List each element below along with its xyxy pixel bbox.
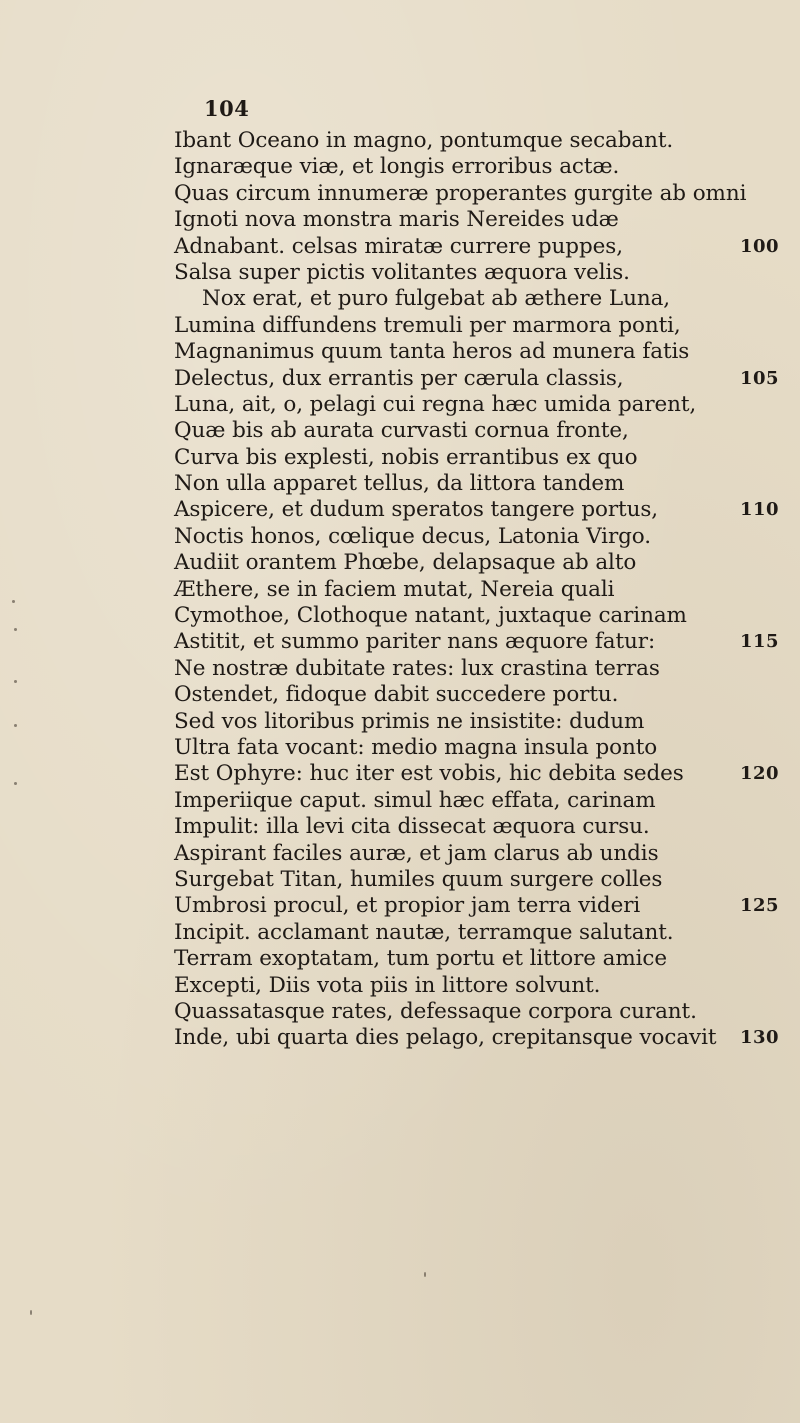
verse-line bbox=[174, 392, 754, 418]
paper-speck bbox=[424, 1272, 426, 1277]
verse-text: Curva bis explesti, nobis errantibus ex quo bbox=[174, 444, 638, 470]
verse-line bbox=[174, 999, 754, 1025]
verse-lines bbox=[174, 128, 780, 1052]
verse-line bbox=[174, 709, 754, 735]
verse-text: Ultra fata vocant: medio magna insula ponto bbox=[174, 734, 658, 760]
verse-line bbox=[174, 814, 754, 840]
verse-line bbox=[174, 313, 754, 339]
verse-text: Delectus, dux errantis per cærula classis, bbox=[174, 365, 624, 391]
line-number: 120 bbox=[740, 763, 780, 785]
verse-text: Luna, ait, o, pelagi cui regna hæc umida parent, bbox=[174, 391, 697, 417]
verse-text: Surgebat Titan, humiles quum surgere colles bbox=[174, 866, 663, 892]
verse-text: Cymothoe, Clothoque natant, juxtaque carinam bbox=[174, 603, 687, 629]
verse-text: Astitit, et summo pariter nans æquore fatur: bbox=[174, 629, 656, 655]
verse-text: Ibant Oceano in magno, pontumque secabant. bbox=[174, 128, 674, 153]
verse-text: Nox erat, et puro fulgebat ab æthere Luna, bbox=[202, 286, 671, 312]
verse-text: Sed vos litoribus primis ne insistite: dudum bbox=[174, 708, 645, 734]
line-number: 110 bbox=[740, 499, 780, 521]
line-number: 100 bbox=[740, 235, 780, 257]
verse-line bbox=[174, 946, 754, 972]
verse-text: Imperiique caput. simul hæc effata, carinam bbox=[174, 787, 656, 813]
verse-text: Aspicere, et dudum speratos tangere portus, bbox=[174, 497, 659, 523]
verse-text: Terram exoptatam, tum portu et littore amice bbox=[174, 946, 667, 972]
verse-line bbox=[174, 497, 780, 523]
verse-line bbox=[174, 207, 754, 233]
verse-line bbox=[174, 973, 754, 999]
verse-line bbox=[174, 365, 780, 392]
verse-text: Quæ bis ab aurata curvasti cornua fronte, bbox=[174, 418, 629, 444]
paper-speck bbox=[30, 1310, 32, 1315]
verse-line bbox=[174, 260, 754, 286]
line-number: 130 bbox=[740, 1027, 780, 1049]
verse-text: Noctis honos, cœlique decus, Latonia Virgo. bbox=[174, 523, 651, 549]
verse-text: Umbrosi procul, et propior jam terra videri bbox=[174, 893, 641, 919]
verse-text: Audiit orantem Phœbe, delapsaque ab alto bbox=[174, 550, 637, 576]
verse-text: Ostendet, fidoque dabit succedere portu. bbox=[174, 682, 619, 708]
verse-line bbox=[174, 893, 780, 919]
verse-text: Ignaræque viæ, et longis erroribus actæ. bbox=[174, 154, 620, 180]
verse-text: Ne nostræ dubitate rates: lux crastina terras bbox=[174, 655, 660, 681]
verse-line bbox=[174, 577, 754, 603]
verse-line bbox=[174, 181, 754, 207]
verse-text: Excepti, Diis vota piis in littore solvunt. bbox=[174, 972, 601, 998]
verse-line bbox=[174, 920, 754, 946]
verse-text: Impulit: illa levi cita dissecat æquora cursu. bbox=[174, 814, 650, 840]
verse-line bbox=[174, 761, 780, 787]
verse-text: Aspirant faciles auræ, et jam clarus ab undis bbox=[174, 840, 659, 866]
verse-line bbox=[174, 418, 754, 444]
verse-line bbox=[174, 154, 754, 180]
line-number: 115 bbox=[740, 631, 780, 653]
verse-line bbox=[174, 524, 754, 550]
verse-line bbox=[174, 735, 754, 761]
verse-text: Salsa super pictis volitantes æquora velis. bbox=[174, 259, 630, 285]
paper-speck bbox=[14, 724, 17, 727]
verse-line bbox=[174, 788, 754, 814]
verse-line bbox=[174, 550, 754, 576]
line-number: 125 bbox=[740, 895, 780, 917]
verse-line bbox=[174, 1025, 780, 1051]
paper-speck bbox=[14, 680, 17, 683]
verse-text: Inde, ubi quarta dies pelago, crepitansque vocavit bbox=[174, 1025, 717, 1051]
verse-line bbox=[174, 603, 754, 629]
verse-text: Lumina diffundens tremuli per marmora ponti, bbox=[174, 312, 681, 338]
verse-text: Quas circum innumeræ properantes gurgite ab omni bbox=[174, 180, 747, 206]
paper-speck bbox=[14, 782, 17, 785]
verse-text: Magnanimus quum tanta heros ad munera fatis bbox=[174, 339, 690, 365]
verse-line bbox=[174, 629, 780, 655]
verse-text: Quassatasque rates, defessaque corpora curant. bbox=[174, 998, 697, 1024]
paper-speck bbox=[12, 600, 15, 603]
page-number: 104 bbox=[204, 96, 250, 121]
verse-text: Est Ophyre: huc iter est vobis, hic debita sedes bbox=[174, 761, 684, 787]
verse-line bbox=[174, 471, 754, 497]
verse-text: Incipit. acclamant nautæ, terramque salutant. bbox=[174, 919, 674, 945]
verse-text: Adnabant. celsas miratæ currere puppes, bbox=[174, 233, 623, 259]
verse-text: Æthere, se in faciem mutat, Nereia quali bbox=[174, 576, 615, 602]
paper-speck bbox=[14, 628, 17, 631]
verse-text: Ignoti nova monstra maris Nereides udæ bbox=[174, 207, 619, 233]
verse-line bbox=[174, 445, 754, 471]
verse-line bbox=[174, 841, 754, 867]
line-number: 105 bbox=[740, 367, 780, 389]
verse-line bbox=[174, 128, 754, 154]
verse-line bbox=[174, 339, 754, 365]
verse-line bbox=[174, 286, 754, 312]
verse-text: Non ulla apparet tellus, da littora tandem bbox=[174, 471, 625, 497]
verse-line bbox=[174, 682, 754, 708]
verse-line bbox=[174, 233, 780, 260]
verse-line bbox=[174, 656, 754, 682]
verse-line bbox=[174, 867, 754, 893]
